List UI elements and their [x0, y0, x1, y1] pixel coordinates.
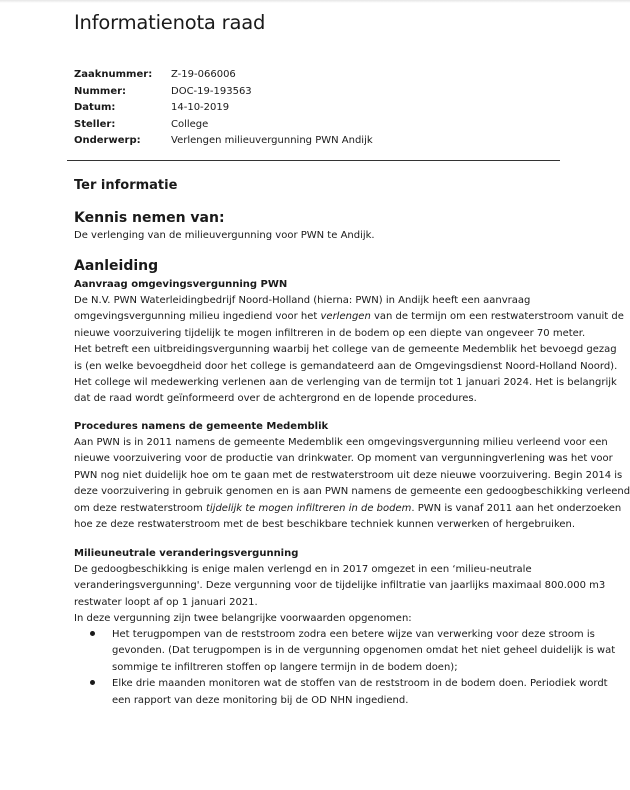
text-line: is (en welke bevoegdheid door het college is gemandateerd aan de Omgevingsdienst Noord-Holland Noord).	[74, 360, 618, 372]
text-line: deze voorzuivering in gebruik genomen en is aan PWN namens de gemeente een gedoogbeschikking verleend	[74, 486, 630, 498]
text-span: van de termijn om een restwaterstroom vanuit de	[370, 311, 624, 323]
text-line: Het terugpompen van de reststroom zodra een betere wijze van verwerking voor deze stroom is	[112, 629, 595, 640]
text-line: Het betreft een uitbreidingsvergunning waarbij het college van de gemeente Medemblik het bevoegd gezag	[74, 344, 617, 356]
text-line	[74, 501, 630, 517]
bullet-item	[74, 627, 615, 676]
text-line: een rapport van deze monitoring bij de OD NHN ingediend.	[112, 694, 409, 706]
metadata-key: Datum:	[74, 102, 116, 113]
metadata-key: Nummer:	[74, 85, 127, 97]
text-line: In deze vergunning zijn twee belangrijke voorwaarden opgenomen:	[74, 613, 412, 625]
text-line: De gedoogbeschikking is enige malen verlengd en in 2017 omgezet in een ‘milieu-neutrale	[74, 564, 532, 575]
text-line: Aan PWN is in 2011 namens de gemeente Medemblik een omgevingsvergunning milieu verleend voor een	[74, 437, 608, 448]
paragraph-milieuneutrale	[74, 562, 605, 628]
italic-text: tijdelijk te mogen infiltreren in de bodem	[205, 502, 412, 514]
text-line: hoe ze deze restwaterstroom met de best beschikbare techniek kunnen verwerken of hergebruiken.	[74, 519, 576, 531]
sub-heading-aanvraag: Aanvraag omgevingsvergunning PWN	[74, 279, 288, 290]
metadata-key: Zaaknummer:	[74, 69, 153, 80]
page-top-shadow	[0, 0, 630, 3]
sub-heading-procedures: Procedures namens de gemeente Medemblik	[74, 421, 329, 432]
text-span: . PWN is vanaf 2011 aan het onderzoeken	[411, 502, 622, 514]
sub-heading-milieuneutrale: Milieuneutrale veranderingsvergunning	[74, 548, 299, 559]
metadata-row-zaaknummer	[74, 67, 373, 84]
text-line	[74, 309, 624, 325]
text-line: restwater loopt af op 1 januari 2021.	[74, 596, 258, 608]
bullet-icon	[74, 676, 112, 709]
text-line: veranderingsvergunning'. Deze vergunning voor de tijdelijke infiltratie van jaarlijks maximaal 800.000 m3	[74, 580, 606, 592]
paragraph-procedures	[74, 435, 630, 533]
kennis-text: De verlenging van de milieuvergunning voor PWN te Andijk.	[74, 230, 375, 241]
kennis-heading: Kennis nemen van:	[74, 210, 225, 226]
text-line: sommige te infiltreren stoffen op langere termijn in de bodem doen);	[112, 661, 458, 673]
metadata-row-steller	[74, 117, 373, 134]
text-line: Het college wil medewerking verlenen aan de verlenging van de termijn tot 1 januari 2024. Het is belangrijk	[74, 377, 617, 389]
text-line: nieuwe voorzuivering tijdelijk te mogen infiltreren in de bodem op een diepte van ongeveer 70 meter.	[74, 327, 586, 339]
text-span: omgevingsvergunning milieu ingediend voor het	[74, 311, 321, 323]
metadata-value: DOC-19-193563	[171, 85, 252, 97]
paragraph-aanvraag	[74, 293, 624, 408]
italic-text: verlengen	[320, 311, 371, 323]
metadata-value: 14-10-2019	[171, 102, 230, 113]
aanleiding-heading: Aanleiding	[74, 258, 159, 274]
text-line: dat de raad wordt geïnformeerd over de achtergrond en de lopende procedures.	[74, 393, 477, 405]
metadata-key: Steller:	[74, 118, 116, 130]
bullet-item	[74, 676, 615, 709]
bullet-list	[74, 627, 615, 709]
metadata-row-onderwerp	[74, 133, 373, 150]
bullet-text	[112, 676, 608, 709]
metadata-value: Verlengen milieuvergunning PWN Andijk	[171, 135, 373, 146]
bullet-text	[112, 627, 615, 676]
bullet-icon	[74, 627, 112, 676]
text-line: De N.V. PWN Waterleidingbedrijf Noord-Holland (hierna: PWN) in Andijk heeft een aanvraag	[74, 295, 531, 306]
text-line: nieuwe voorzuivering voor de productie van drinkwater. Op moment van vergunningverlening was het voor	[74, 453, 613, 465]
ter-informatie-heading: Ter informatie	[74, 178, 178, 193]
divider	[67, 160, 560, 161]
text-line: Elke drie maanden monitoren wat de stoffen van de reststroom in de bodem doen. Periodiek wordt	[112, 678, 608, 690]
text-span: om deze restwaterstroom	[74, 502, 206, 514]
document-title: Informatienota raad	[74, 11, 266, 34]
text-line: PWN nog niet duidelijk hoe om te gaan met de restwaterstroom uit deze nieuwe voorzuivering. Begin 2014 is	[74, 469, 623, 481]
metadata-table	[74, 67, 373, 150]
metadata-row-nummer	[74, 84, 373, 101]
metadata-row-datum	[74, 100, 373, 117]
text-line: gevonden. (Dat terugpompen is in de vergunning opgenomen omdat het niet geheel duidelijk is wat	[112, 645, 616, 657]
metadata-value: College	[171, 118, 209, 130]
metadata-value: Z-19-066006	[171, 69, 236, 80]
metadata-key: Onderwerp:	[74, 135, 141, 146]
